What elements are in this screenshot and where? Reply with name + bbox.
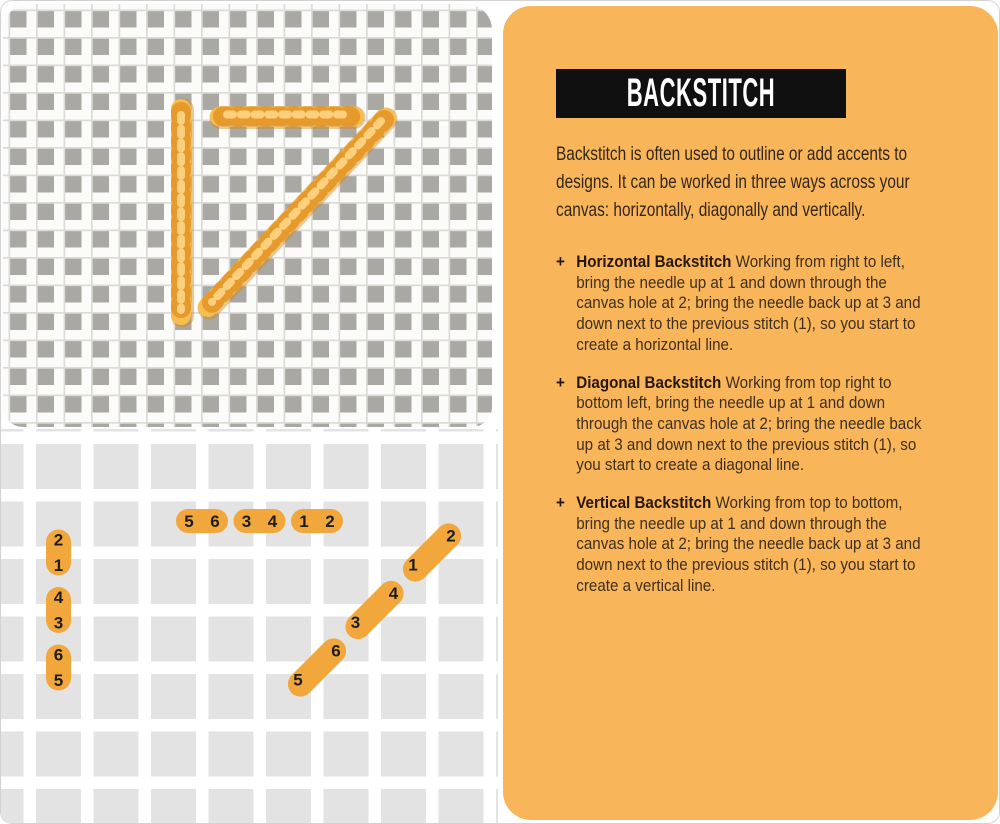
horizontal-stitch-1 <box>176 509 228 533</box>
plus-marker: + <box>556 494 565 513</box>
horizontal-stitch-3 <box>291 509 343 533</box>
canvas-grid <box>1 429 498 823</box>
stitch-number: 4 <box>267 512 278 531</box>
stitch-number: 5 <box>184 512 194 531</box>
vertical-stitch-3 <box>46 645 71 691</box>
vertical-stitch-2 <box>46 587 71 633</box>
bullet-body: Working from top right to bottom left, bring the needle up at 1 and down through the canvas hole at 2; bring the needle back up at 3 and down next to the previous stitch (1), so you start to create a diagonal line. <box>576 373 922 475</box>
intro-paragraph: Backstitch is often used to outline or add accents to designs. It can be worked in three ways across your canvas: horizontally, diagonally and vertically. <box>556 143 910 221</box>
stitch-number: 2 <box>325 512 335 531</box>
page-title-box <box>556 69 846 118</box>
bullet-vertical-backstitch <box>556 493 938 597</box>
canvas-mesh <box>3 4 492 427</box>
stitch-number: 4 <box>53 588 64 607</box>
stitch-number: 3 <box>53 613 64 633</box>
stitch-number: 2 <box>446 526 456 546</box>
bullet-body: Working from right to left, bring the needle up at 1 and down through the canvas hole at 2; bring the needle back up at 3 and down next to the previous stitch (1), so you start to create a horizontal line. <box>576 253 921 354</box>
stitch-number: 1 <box>53 556 64 575</box>
bullet-label: Vertical Backstitch <box>576 494 712 513</box>
bullet-text <box>576 493 938 597</box>
bullet-body: Working from top to bottom, bring the needle up at 1 and down through the canvas hole at 2; bring the needle back up at 3 and down next to the previous stitch (1), so you start to create a vertical line. <box>576 494 921 595</box>
stitch-number: 1 <box>408 555 418 575</box>
stitch-diagram <box>1 429 498 823</box>
stitch-number: 6 <box>331 641 341 661</box>
bullet-text <box>576 252 938 356</box>
stitch-number: 4 <box>388 584 399 603</box>
stitch-number: 6 <box>210 512 220 531</box>
bullet-label: Diagonal Backstitch <box>576 373 722 392</box>
stitch-number: 5 <box>293 670 303 690</box>
bullet-list <box>556 252 938 614</box>
stitch-diagram-art <box>1 429 498 823</box>
bullet-label: Horizontal Backstitch <box>576 253 732 271</box>
stitch-number: 3 <box>350 613 361 632</box>
stitch-number: 5 <box>53 671 64 690</box>
stitch-photo-art <box>3 4 492 427</box>
stitch-number: 3 <box>241 512 252 531</box>
instruction-panel <box>503 6 998 820</box>
plus-marker: + <box>556 253 565 271</box>
bullet-diagonal-backstitch <box>556 373 938 477</box>
plus-marker: + <box>556 373 565 392</box>
bullet-text <box>576 373 938 477</box>
stitch-number: 2 <box>53 530 64 550</box>
stitch-number: 6 <box>53 645 64 665</box>
vertical-stitch-1 <box>46 530 71 576</box>
bullet-horizontal-backstitch <box>556 252 938 356</box>
page-title: BACKSTITCH <box>626 71 776 115</box>
horizontal-stitch-2 <box>234 509 286 533</box>
stitch-photo <box>3 4 492 427</box>
stitch-number: 1 <box>299 512 309 531</box>
